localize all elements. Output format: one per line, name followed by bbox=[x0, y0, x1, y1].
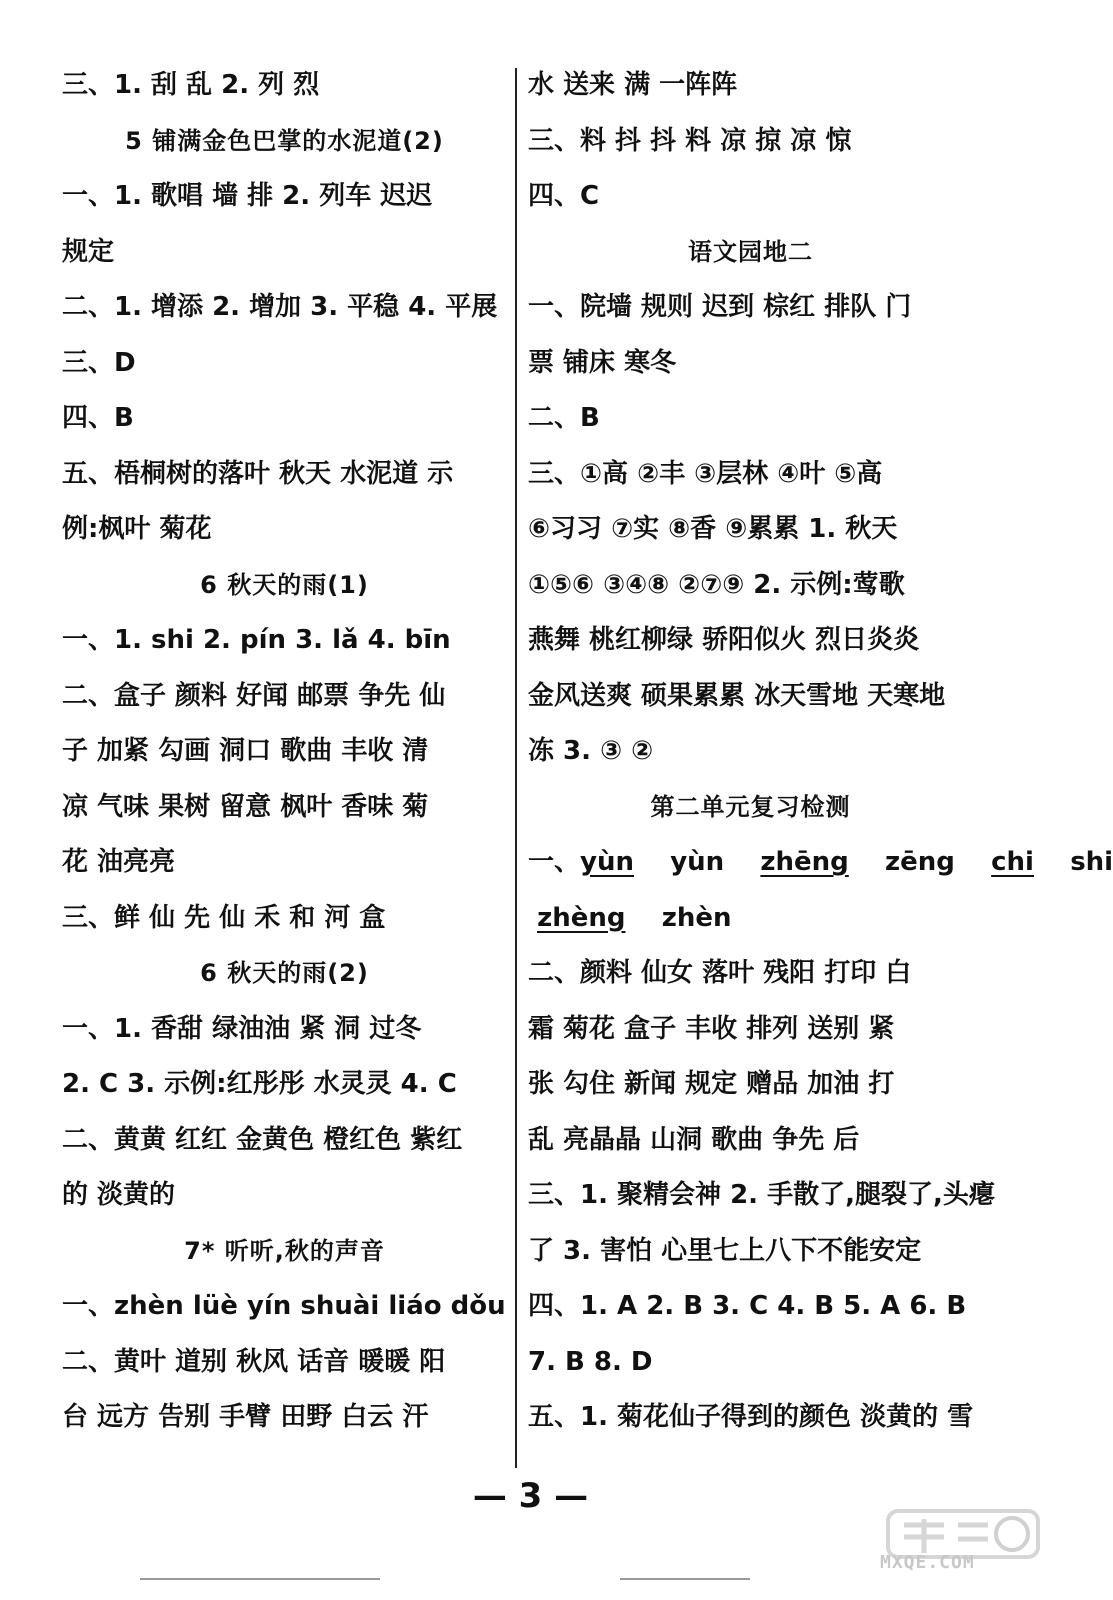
answer-line: 花 油亮亮 bbox=[62, 847, 176, 877]
answer-line: 票 铺床 寒冬 bbox=[528, 347, 677, 378]
answer-line: 一、院墙 规则 迟到 棕红 排队 门 bbox=[528, 292, 912, 322]
pinyin-line bbox=[528, 835, 1113, 891]
answer-line: 三、D bbox=[62, 347, 136, 378]
pinyin-underlined: zhèng bbox=[537, 902, 626, 933]
section-heading: 7* 听听,秋的声音 bbox=[184, 1236, 385, 1265]
pinyin-line bbox=[528, 891, 973, 947]
answer-line: 金风送爽 硕果累累 冰天雪地 天寒地 bbox=[528, 680, 946, 711]
answer-line: 二、盒子 颜料 好闻 邮票 争先 仙 bbox=[62, 680, 446, 711]
answer-line: 子 加紧 勾画 洞口 歌曲 丰收 清 bbox=[62, 736, 429, 766]
answer-line: 三、1. 刮 乱 2. 列 烈 bbox=[62, 70, 320, 100]
answer-line: 乱 亮晶晶 山洞 歌曲 争先 后 bbox=[528, 1124, 860, 1155]
answer-line: 三、料 抖 抖 料 凉 掠 凉 惊 bbox=[528, 125, 852, 156]
answer-line: 例:枫叶 菊花 bbox=[62, 514, 212, 544]
section-heading: 5 铺满金色巴掌的水泥道(2) bbox=[125, 126, 444, 155]
pinyin-underlined: zhēng bbox=[760, 847, 849, 877]
answer-line: 二、B bbox=[528, 403, 600, 433]
answer-line: 二、1. 增添 2. 增加 3. 平稳 4. 平展 bbox=[62, 292, 498, 322]
answer-line: 燕舞 桃红柳绿 骄阳似火 烈日炎炎 bbox=[528, 625, 920, 655]
scan-artifact bbox=[140, 1578, 380, 1580]
section-heading: 6 秋天的雨(2) bbox=[200, 959, 369, 987]
answer-line: 二、黄黄 红红 金黄色 橙红色 紫红 bbox=[62, 1124, 463, 1155]
answer-line: 四、B bbox=[62, 403, 134, 433]
answer-line: 一、zhèn lüè yín shuài liáo dǒu bbox=[62, 1291, 506, 1321]
pinyin: zhèn bbox=[661, 902, 732, 933]
answer-line: 冻 3. ③ ② bbox=[528, 736, 654, 766]
pinyin-prefix: 一、 bbox=[528, 847, 581, 877]
answer-line: 凉 气味 果树 留意 枫叶 香味 菊 bbox=[62, 791, 429, 822]
answer-line: 的 淡黄的 bbox=[62, 1180, 176, 1210]
answer-line: 五、1. 菊花仙子得到的颜色 淡黄的 雪 bbox=[528, 1402, 974, 1432]
answer-line: 三、1. 聚精会神 2. 手散了,腿裂了,头瘪 bbox=[528, 1180, 995, 1210]
answer-line: 张 勾住 新闻 规定 赠品 加油 打 bbox=[528, 1069, 895, 1099]
answer-line: 三、鲜 仙 先 仙 禾 和 河 盒 bbox=[62, 902, 386, 933]
left-column bbox=[62, 58, 507, 1446]
section-heading: 6 秋天的雨(1) bbox=[200, 570, 369, 599]
watermark-text: MXQE.COM bbox=[880, 1552, 975, 1573]
page-number: — 3 — bbox=[472, 1476, 589, 1516]
answer-line: 一、1. shi 2. pín 3. lǎ 4. bīn bbox=[62, 625, 451, 655]
section-heading: 语文园地二 bbox=[688, 237, 813, 266]
pinyin: zēng bbox=[885, 847, 955, 877]
pinyin-underlined: yùn bbox=[580, 847, 634, 877]
answer-line: 2. C 3. 示例:红彤彤 水灵灵 4. C bbox=[62, 1069, 457, 1099]
pinyin-underlined: chi bbox=[991, 847, 1034, 877]
answer-line: ⑥习习 ⑦实 ⑧香 ⑨累累 1. 秋天 bbox=[528, 514, 898, 544]
pinyin: shi bbox=[1070, 847, 1113, 877]
answer-line: 二、黄叶 道别 秋风 话音 暖暖 阳 bbox=[62, 1346, 446, 1377]
answer-line: 三、①高 ②丰 ③层林 ④叶 ⑤高 bbox=[528, 458, 883, 489]
scan-artifact bbox=[620, 1578, 750, 1580]
answer-line: 霜 菊花 盒子 丰收 排列 送别 紧 bbox=[528, 1013, 895, 1044]
right-column bbox=[528, 58, 1113, 1446]
answer-line: 了 3. 害怕 心里七上八下不能安定 bbox=[528, 1235, 922, 1266]
answer-line: 一、1. 香甜 绿油油 紧 洞 过冬 bbox=[62, 1013, 422, 1044]
answer-line: 四、1. A 2. B 3. C 4. B 5. A 6. B bbox=[528, 1291, 967, 1321]
answer-line: 7. B 8. D bbox=[528, 1346, 653, 1377]
pinyin: yùn bbox=[670, 847, 725, 877]
answer-line: ①⑤⑥ ③④⑧ ②⑦⑨ 2. 示例:莺歌 bbox=[528, 569, 905, 600]
answer-line: 水 送来 满 一阵阵 bbox=[528, 70, 738, 100]
section-heading: 第二单元复习检测 bbox=[650, 792, 851, 821]
answer-line: 台 远方 告别 手臂 田野 白云 汗 bbox=[62, 1402, 429, 1432]
answer-line: 一、1. 歌唱 墙 排 2. 列车 迟迟 bbox=[62, 181, 433, 211]
answer-line: 四、C bbox=[528, 181, 600, 211]
answer-line: 规定 bbox=[62, 236, 115, 267]
column-divider bbox=[515, 68, 517, 1468]
answer-line: 二、颜料 仙女 落叶 残阳 打印 白 bbox=[528, 958, 912, 988]
answer-line: 五、梧桐树的落叶 秋天 水泥道 示 bbox=[62, 458, 454, 489]
